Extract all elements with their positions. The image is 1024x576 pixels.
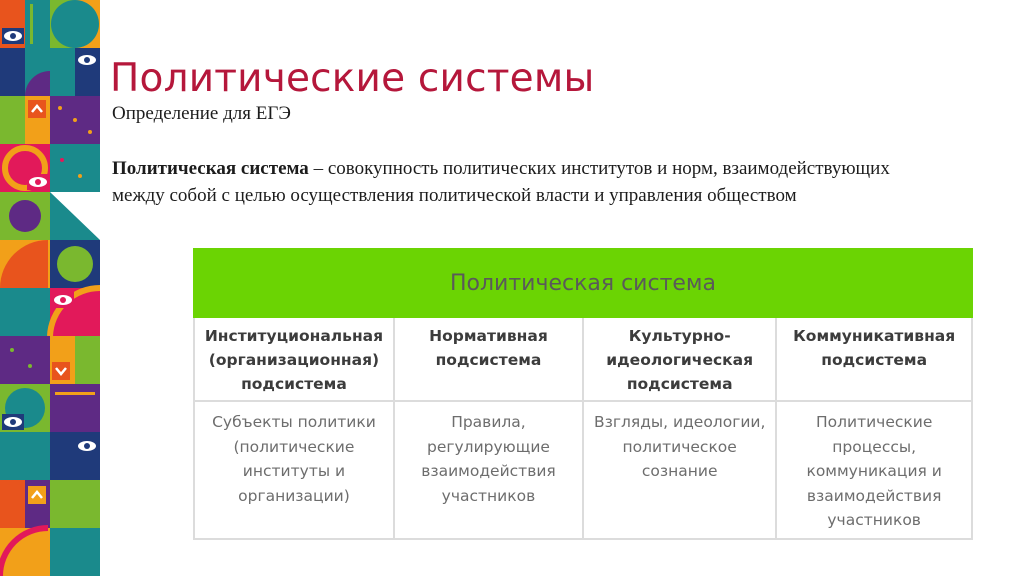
column-heading-institutional: Институциональная (организационная) подсистема <box>194 317 394 401</box>
cell-cultural-ideological: Взгляды, идеологии, политическое сознание <box>583 401 776 539</box>
eye-icon <box>2 28 24 44</box>
column-heading-communicative: Коммуникативная подсистема <box>776 317 972 401</box>
definition-paragraph <box>112 155 942 209</box>
cell-communicative: Политические процессы, коммуникация и взаимодействия участников <box>776 401 972 539</box>
decorative-pattern-strip <box>0 0 100 576</box>
column-heading-cultural-ideological: Культурно-идеологическая подсистема <box>583 317 776 401</box>
eye-icon <box>2 414 24 430</box>
eye-icon <box>27 174 49 190</box>
chevron-down-icon <box>52 362 70 380</box>
table-title: Политическая система <box>194 249 972 317</box>
page-subtitle: Определение для ЕГЭ <box>112 103 291 124</box>
chevron-up-icon <box>28 486 46 504</box>
cell-normative: Правила, регулирующие взаимодействия участников <box>394 401 583 539</box>
eye-icon <box>76 52 98 68</box>
page-title: Политические системы <box>110 56 595 101</box>
chevron-up-icon <box>28 100 46 118</box>
cell-institutional: Субъекты политики (политические институты и организации) <box>194 401 394 539</box>
column-heading-normative: Нормативная подсистема <box>394 317 583 401</box>
political-system-table <box>193 248 973 540</box>
eye-icon <box>76 438 98 454</box>
definition-text: – совокупность политических институтов и норм, взаимодействующих между собой с целью осуществления политической власти и управления обществом <box>112 158 890 206</box>
eye-icon <box>52 292 74 308</box>
table-title-row <box>194 249 972 317</box>
table-header-row <box>194 317 972 401</box>
definition-term: Политическая система <box>112 158 309 179</box>
table-row <box>194 401 972 539</box>
